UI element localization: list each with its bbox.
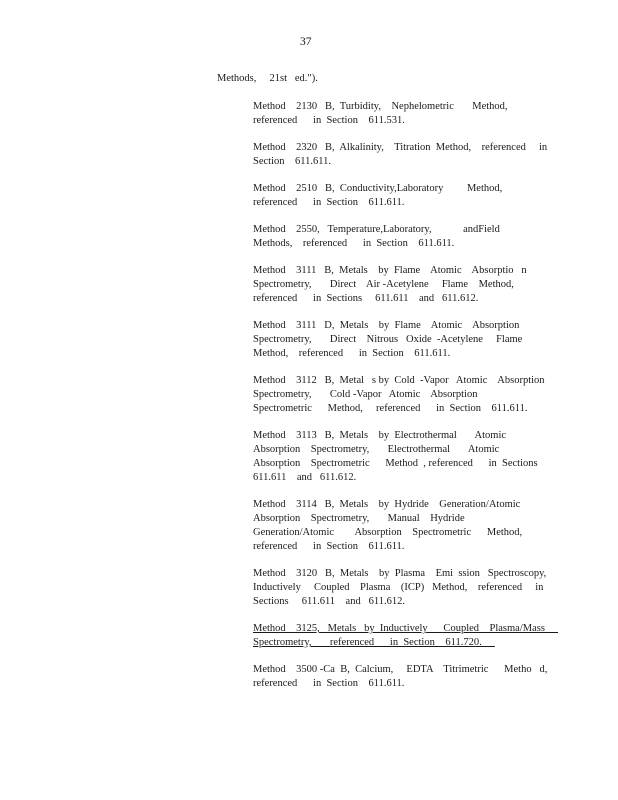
entry-line: Absorption Spectrometry, Manual Hydride	[253, 513, 465, 524]
entry-line: Method 3114 B, Metals by Hydride Generation/Atomic	[253, 499, 521, 510]
entry-line: 611.611 and 611.612.	[253, 472, 357, 483]
entry-line: referenced in Section 611.611.	[253, 678, 405, 689]
entry-line: Spectrometry, Direct Air -Acetylene Flame Method,	[253, 279, 514, 290]
entry-line: Methods, referenced in Section 611.611.	[253, 238, 455, 249]
entry-line: Method 3120 B, Metals by Plasma Emi ssion Spectroscopy,	[253, 568, 547, 579]
method-entry-3125	[253, 622, 559, 650]
entry-line: Method 2320 B, Alkalinity, Titration Method, referenced in	[253, 142, 548, 153]
entry-line: Generation/Atomic Absorption Spectrometric Method,	[253, 527, 523, 538]
entry-line: referenced in Section 611.611.	[253, 541, 405, 552]
entry-line: Inductively Coupled Plasma (ICP) Method, referenced in	[253, 582, 544, 593]
entry-line: Method 3111 D, Metals by Flame Atomic Absorption	[253, 320, 520, 331]
entry-line: Spectrometry, Cold -Vapor Atomic Absorption	[253, 389, 478, 400]
method-entry-3114b	[253, 498, 543, 554]
entry-line: referenced in Section 611.531.	[253, 115, 405, 126]
entry-line: Method 2550, Temperature,Laboratory, andField	[253, 224, 500, 235]
method-entry-3120b	[253, 567, 547, 609]
entry-line: Method 3111 B, Metals by Flame Atomic Absorptio n	[253, 265, 527, 276]
entry-line: Method, referenced in Section 611.611.	[253, 348, 451, 359]
entry-line: Method 3500 -Ca B, Calcium, EDTA Titrimetric Metho d,	[253, 664, 548, 675]
method-entry-2320b	[253, 141, 548, 169]
method-entry-2510b	[253, 182, 543, 210]
continuation-text: Methods, 21st ed.").	[217, 73, 318, 84]
method-entry-3500-ca-b	[253, 663, 548, 691]
page-number: 37	[300, 36, 312, 48]
method-entry-3112b	[253, 374, 543, 416]
method-entry-2550	[253, 223, 543, 251]
entry-line: Method 3125, Metals by Inductively Coupled Plasma/Mass	[253, 623, 559, 634]
entry-line: Spectrometric Method, referenced in Section 611.611.	[253, 403, 528, 414]
entry-line: Method 3112 B, Metal s by Cold -Vapor Atomic Absorption	[253, 375, 545, 386]
method-entry-3111d	[253, 319, 543, 361]
method-list	[253, 100, 559, 691]
entry-line: Method 2130 B, Turbidity, Nephelometric Method,	[253, 101, 508, 112]
entry-line: Section 611.611.	[253, 156, 331, 167]
method-entry-3111b	[253, 264, 543, 306]
method-entry-3113b	[253, 429, 543, 485]
entry-line: referenced in Sections 611.611 and 611.612.	[253, 293, 479, 304]
entry-line: Method 3113 B, Metals by Electrothermal Atomic	[253, 430, 507, 441]
entry-line: Spectrometry, referenced in Section 611.720.	[253, 637, 495, 648]
entry-line: Absorption Spectrometry, Electrothermal Atomic	[253, 444, 500, 455]
entry-line: Absorption Spectrometric Method , referenced in Sections	[253, 458, 538, 469]
entry-line: Method 2510 B, Conductivity,Laboratory Method,	[253, 183, 503, 194]
entry-line: referenced in Section 611.611.	[253, 197, 405, 208]
method-entry-2130b	[253, 100, 543, 128]
entry-line: Sections 611.611 and 611.612.	[253, 596, 405, 607]
entry-line: Spectrometry, Direct Nitrous Oxide -Acetylene Flame	[253, 334, 523, 345]
